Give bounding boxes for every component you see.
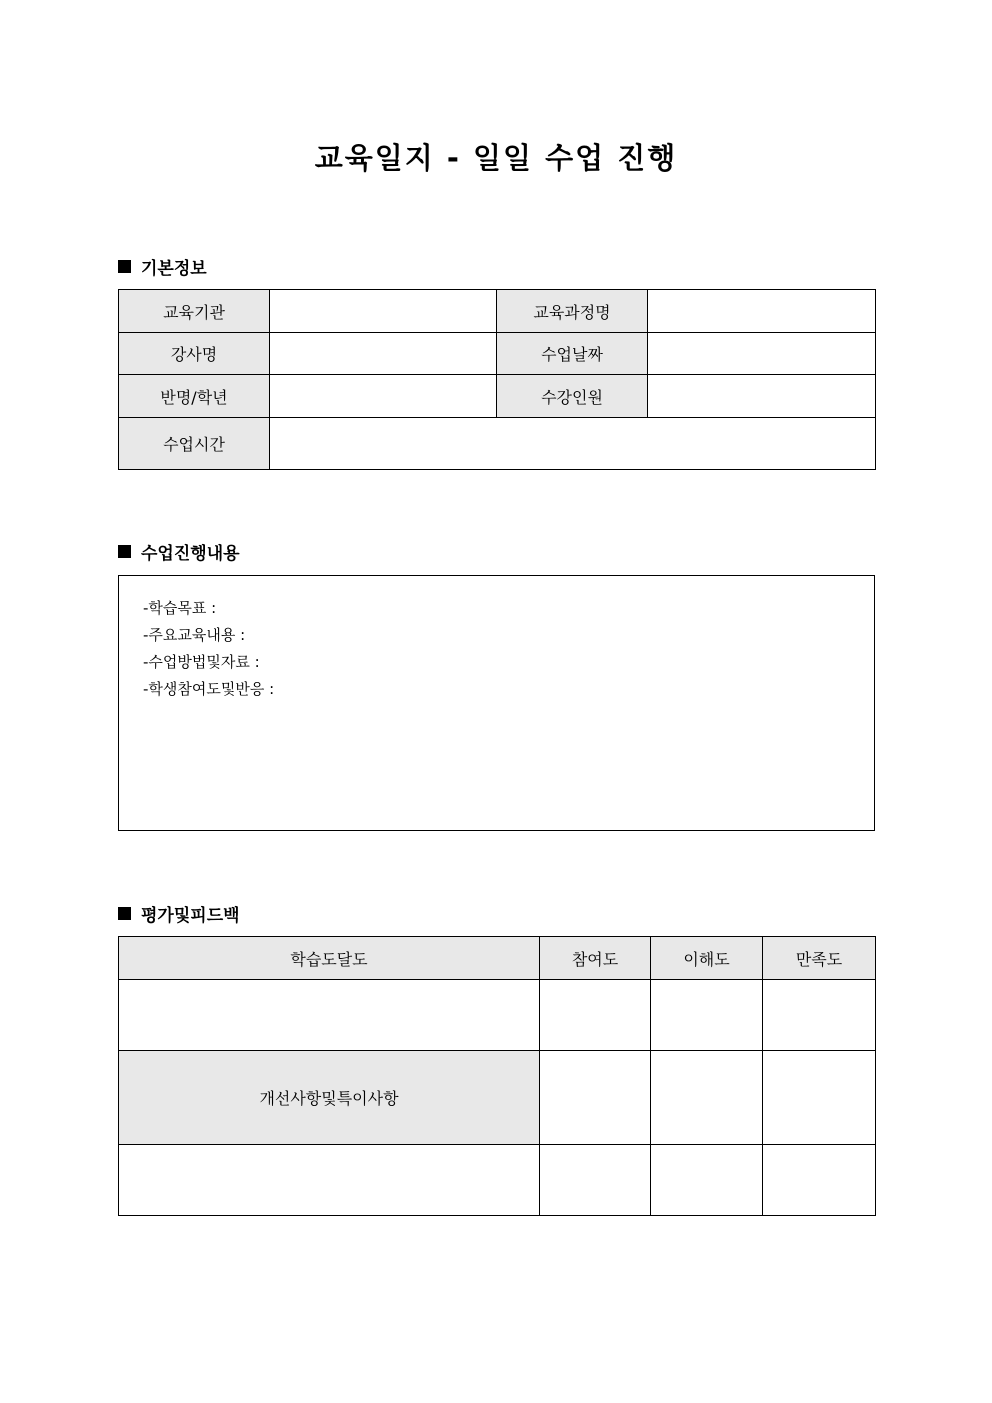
- evaluation-cell[interactable]: [651, 1051, 763, 1145]
- course-name-label: 교육과정명: [497, 290, 648, 333]
- achievement-header: 학습도달도: [119, 937, 540, 980]
- class-time-field[interactable]: [270, 418, 876, 470]
- section-heading-progress: [118, 539, 240, 564]
- instructor-field[interactable]: [270, 333, 497, 375]
- attendees-label: 수강인원: [497, 375, 648, 418]
- evaluation-cell[interactable]: [540, 1051, 651, 1145]
- table-row: [119, 980, 876, 1051]
- evaluation-cell[interactable]: [651, 1145, 763, 1216]
- table-row: [119, 418, 876, 470]
- satisfaction-field[interactable]: [763, 980, 876, 1051]
- attendees-field[interactable]: [648, 375, 876, 418]
- section-title-basic-info: 기본정보: [141, 259, 207, 279]
- evaluation-table: [118, 936, 876, 1216]
- understanding-field[interactable]: [651, 980, 763, 1051]
- improvement-field[interactable]: [119, 1145, 540, 1216]
- table-row: [119, 375, 876, 418]
- class-time-label: 수업시간: [119, 418, 270, 470]
- table-row: [119, 1145, 876, 1216]
- understanding-header: 이해도: [651, 937, 763, 980]
- table-header-row: [119, 937, 876, 980]
- participation-header: 참여도: [540, 937, 651, 980]
- page-title: 교육일지 - 일일 수업 진행: [314, 141, 678, 175]
- course-name-field[interactable]: [648, 290, 876, 333]
- participation-field[interactable]: [540, 980, 651, 1051]
- class-grade-label: 반명/학년: [119, 375, 270, 418]
- list-item-student-participation: -학생참여도및반응 :: [143, 680, 275, 698]
- evaluation-cell[interactable]: [763, 1145, 876, 1216]
- square-bullet-icon: [118, 545, 131, 558]
- satisfaction-header: 만족도: [763, 937, 876, 980]
- section-title-evaluation: 평가및피드백: [141, 906, 240, 926]
- section-heading-evaluation: [118, 901, 240, 926]
- square-bullet-icon: [118, 260, 131, 273]
- evaluation-cell[interactable]: [540, 1145, 651, 1216]
- class-date-label: 수업날짜: [497, 333, 648, 375]
- progress-content-box[interactable]: [118, 575, 875, 831]
- section-title-progress: 수업진행내용: [141, 544, 240, 564]
- list-item-main-content: -주요교육내용 :: [143, 626, 246, 644]
- class-grade-field[interactable]: [270, 375, 497, 418]
- square-bullet-icon: [118, 907, 131, 920]
- progress-list: [119, 576, 874, 703]
- list-item-learning-goal: -학습목표 :: [143, 599, 217, 617]
- list-item-method-materials: -수업방법및자료 :: [143, 653, 260, 671]
- table-row: [119, 290, 876, 333]
- table-row: [119, 333, 876, 375]
- evaluation-cell[interactable]: [763, 1051, 876, 1145]
- improvement-label: 개선사항및특이사항: [119, 1051, 540, 1145]
- instructor-label: 강사명: [119, 333, 270, 375]
- class-date-field[interactable]: [648, 333, 876, 375]
- institution-label: 교육기관: [119, 290, 270, 333]
- basic-info-table: [118, 289, 876, 470]
- institution-field[interactable]: [270, 290, 497, 333]
- table-row: [119, 1051, 876, 1145]
- achievement-field[interactable]: [119, 980, 540, 1051]
- section-heading-basic-info: [118, 254, 207, 279]
